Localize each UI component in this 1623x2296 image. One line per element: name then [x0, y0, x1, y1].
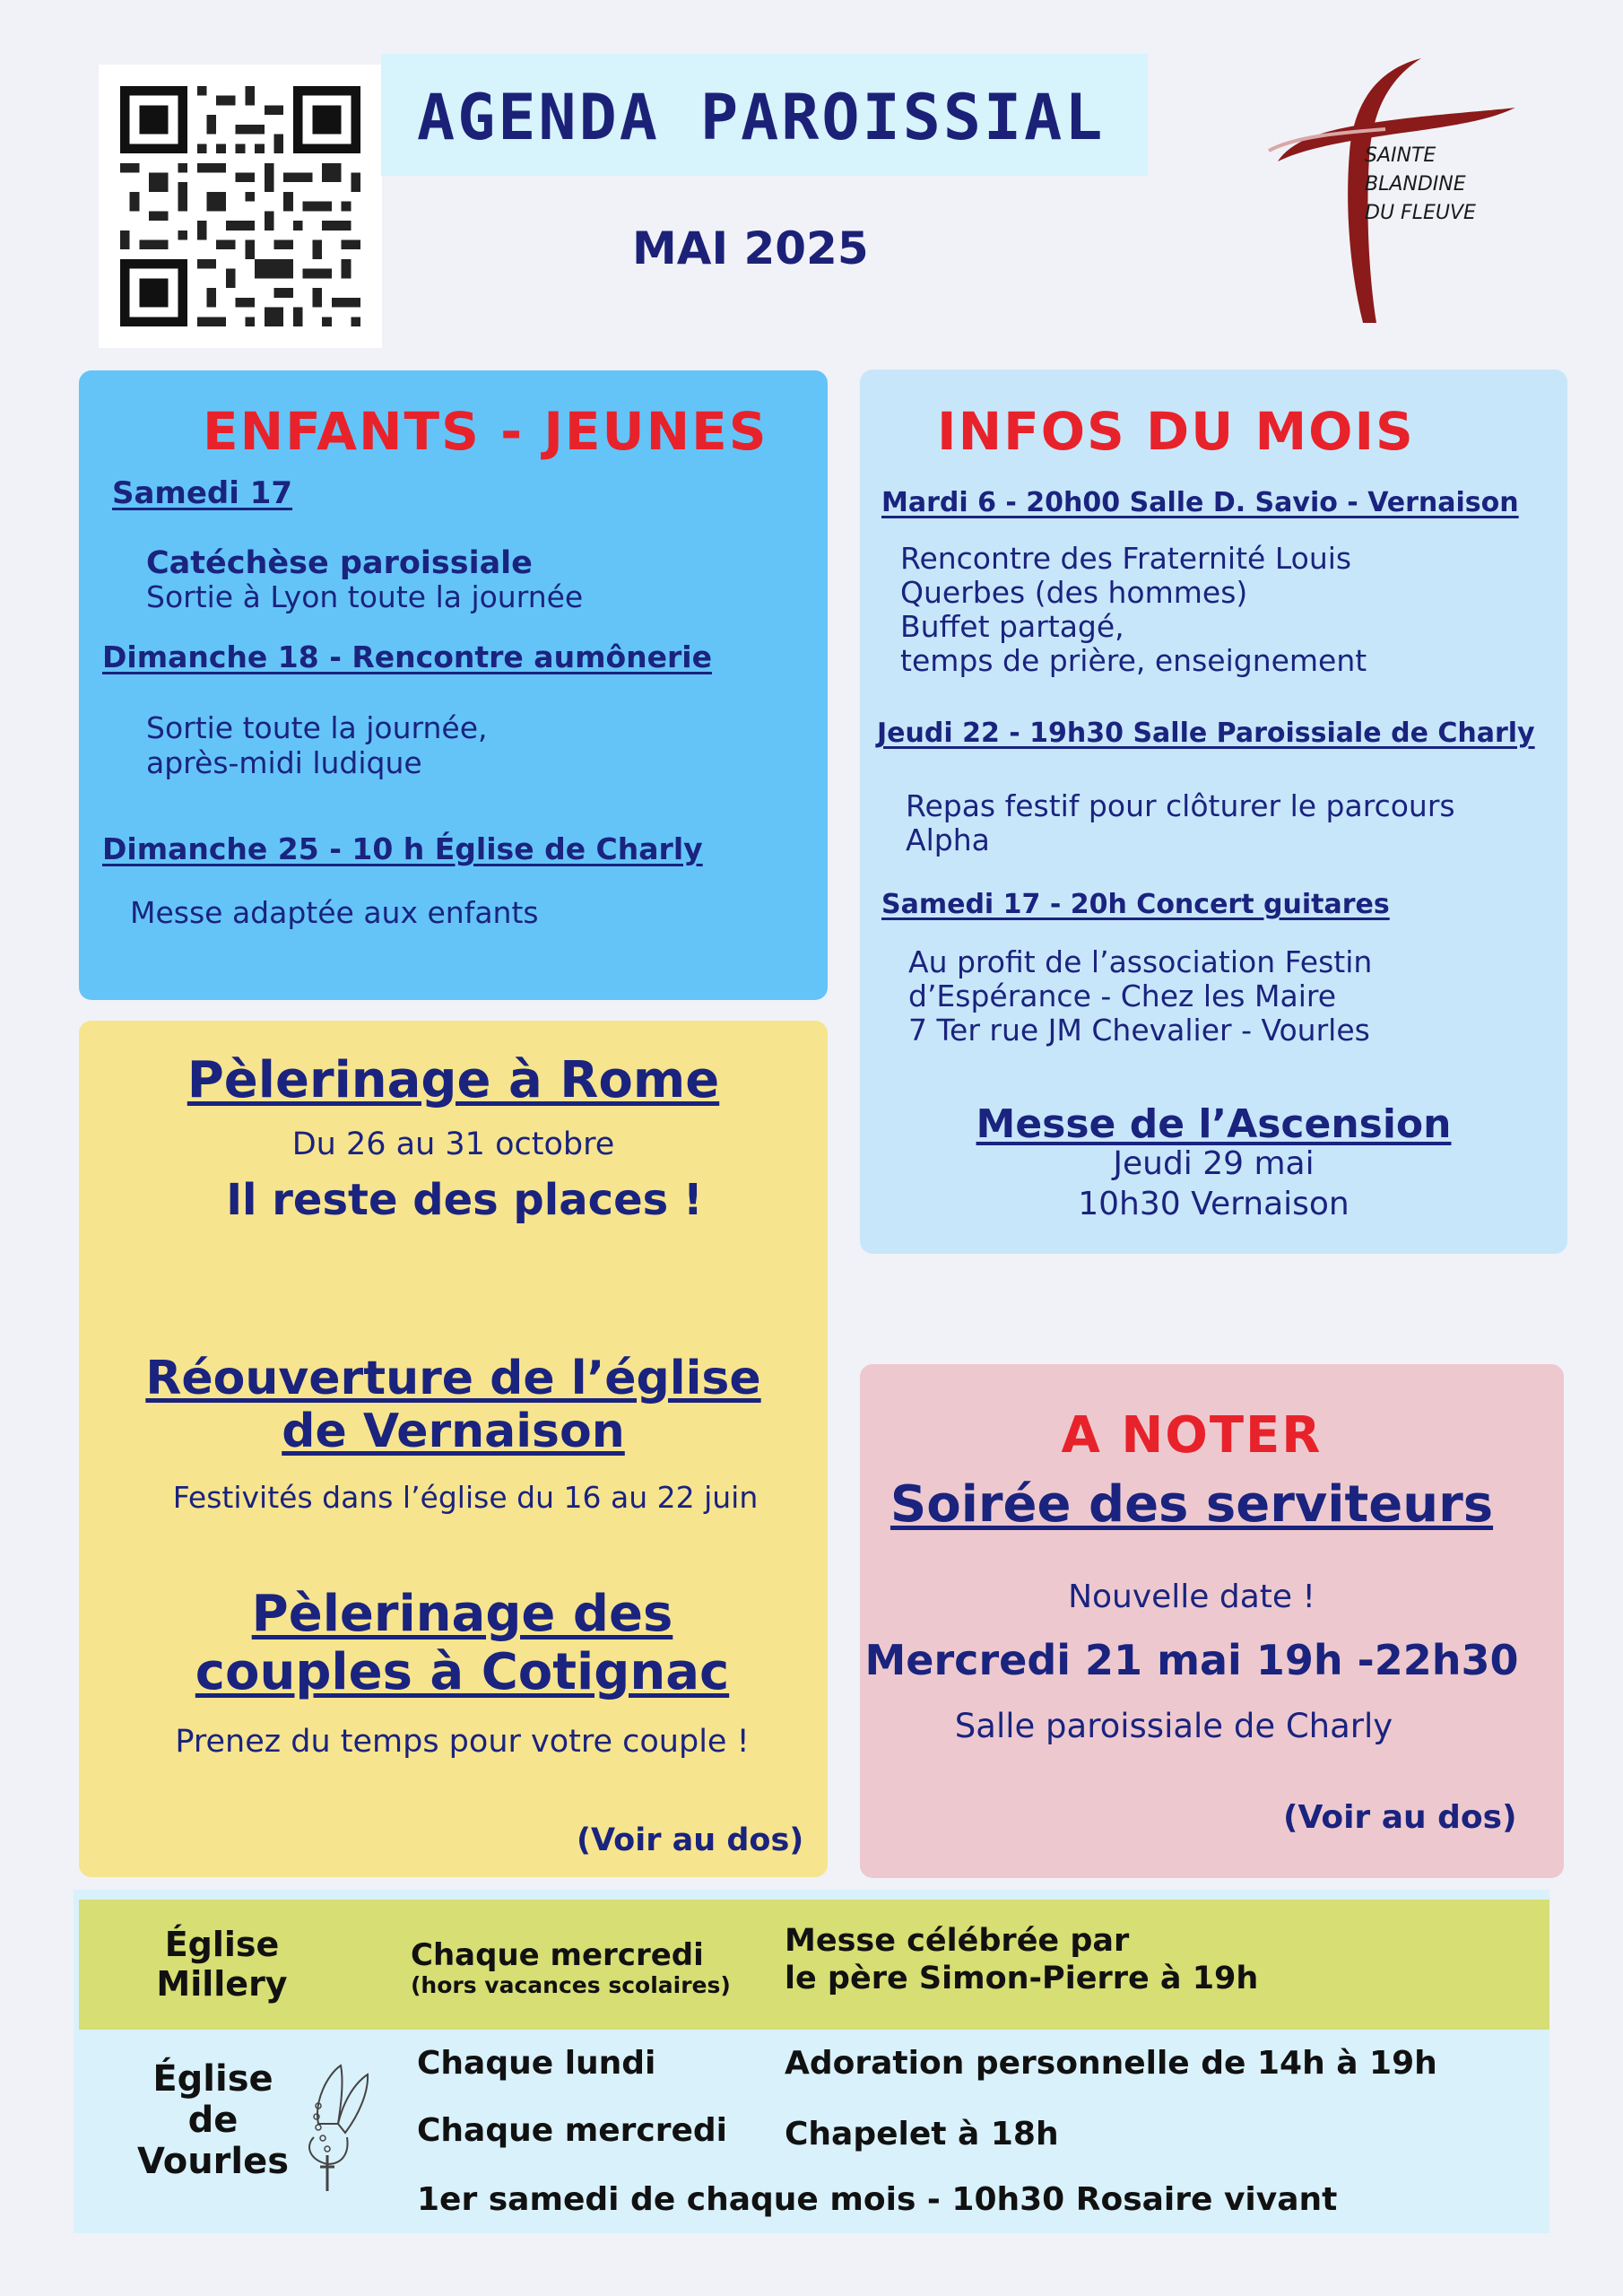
catechese-detail: Sortie à Lyon toute la journée [146, 579, 584, 614]
event-jeudi-22-heading: Jeudi 22 - 19h30 Salle Paroissiale de Charly [877, 718, 1535, 749]
event-jeudi-22-detail: Repas festif pour clôturer le parcours Alpha [906, 788, 1455, 857]
catechese-title: Catéchèse paroissiale [146, 545, 533, 581]
reouverture-line-2: de Vernaison [282, 1405, 625, 1458]
dimanche-18-line-1: Sortie toute la journée, [146, 710, 488, 745]
vourles-r1-when: Chaque lundi [417, 2045, 656, 2082]
month-label: MAI 2025 [632, 222, 869, 274]
enfants-heading: ENFANTS - JEUNES [203, 401, 768, 462]
voir-au-dos-link-2: (Voir au dos) [1283, 1799, 1517, 1836]
rome-title: Pèlerinage à Rome [187, 1051, 720, 1109]
eglise-millery-label: Église Millery [156, 1925, 288, 2004]
soiree-date: Mercredi 21 mai 19h -22h30 [864, 1636, 1519, 1684]
vourles-r3: 1er samedi de chaque mois - 10h30 Rosaire vivant [417, 2181, 1338, 2218]
qr-code-icon [120, 86, 360, 326]
a-noter-heading: A NOTER [1061, 1406, 1323, 1465]
rome-places: Il reste des places ! [226, 1175, 703, 1225]
samedi-17-date: Samedi 17 [112, 475, 293, 511]
event-samedi-17-heading: Samedi 17 - 20h Concert guitares [881, 889, 1390, 920]
rome-dates: Du 26 au 31 octobre [291, 1126, 615, 1162]
dimanche-25-detail: Messe adaptée aux enfants [130, 895, 539, 930]
dimanche-18-line-2: après-midi ludique [146, 745, 422, 780]
event-mardi-6-heading: Mardi 6 - 20h00 Salle D. Savio - Vernaison [881, 487, 1519, 518]
vourles-r2-what: Chapelet à 18h [785, 2116, 1059, 2152]
infos-heading: INFOS DU MOIS [937, 401, 1415, 462]
cotignac-detail: Prenez du temps pour votre couple ! [175, 1724, 750, 1760]
parish-name: SAINTE BLANDINE DU FLEUVE [1365, 144, 1476, 224]
vourles-r1-what: Adoration personnelle de 14h à 19h [785, 2045, 1437, 2082]
qr-code [99, 65, 382, 348]
dimanche-18-heading: Dimanche 18 - Rencontre aumônerie [102, 639, 712, 674]
ascension-date: Jeudi 29 mai [1113, 1145, 1315, 1182]
eglise-vourles-label: Église de Vourles [136, 2058, 290, 2182]
ascension-title: Messe de l’Ascension [976, 1101, 1452, 1147]
nouvelle-date-label: Nouvelle date ! [1068, 1578, 1315, 1615]
soiree-location: Salle paroissiale de Charly [954, 1707, 1393, 1745]
page-title: AGENDA PAROISSIAL [417, 81, 1106, 154]
ascension-place: 10h30 Vernaison [1078, 1186, 1350, 1222]
cotignac-line-2: couples à Cotignac [195, 1643, 730, 1701]
event-mardi-6-detail: Rencontre des Fraternité Louis Querbes (des hommes) Buffet partagé, temps de prière, enseignement [900, 541, 1367, 678]
dimanche-25-heading: Dimanche 25 - 10 h Église de Charly [102, 831, 703, 866]
millery-what: Messe célébrée par le père Simon-Pierre à 19h [785, 1923, 1259, 1996]
event-samedi-17-detail: Au profit de l’association Festin d’Espérance - Chez les Maire 7 Ter rue JM Chevalier - Vourles [908, 944, 1373, 1048]
millery-when: Chaque mercredi [411, 1937, 704, 1973]
vourles-r2-when: Chaque mercredi [417, 2112, 727, 2149]
reouverture-detail: Festivités dans l’église du 16 au 22 juin [172, 1480, 759, 1515]
cotignac-line-1: Pèlerinage des [251, 1585, 673, 1643]
voir-au-dos-link: (Voir au dos) [577, 1822, 804, 1858]
praying-hands-rosary-icon [291, 2052, 381, 2196]
millery-when-note: (hors vacances scolaires) [411, 1972, 731, 1998]
reouverture-line-1: Réouverture de l’église [145, 1352, 761, 1405]
soiree-serviteurs-title: Soirée des serviteurs [890, 1475, 1494, 1534]
